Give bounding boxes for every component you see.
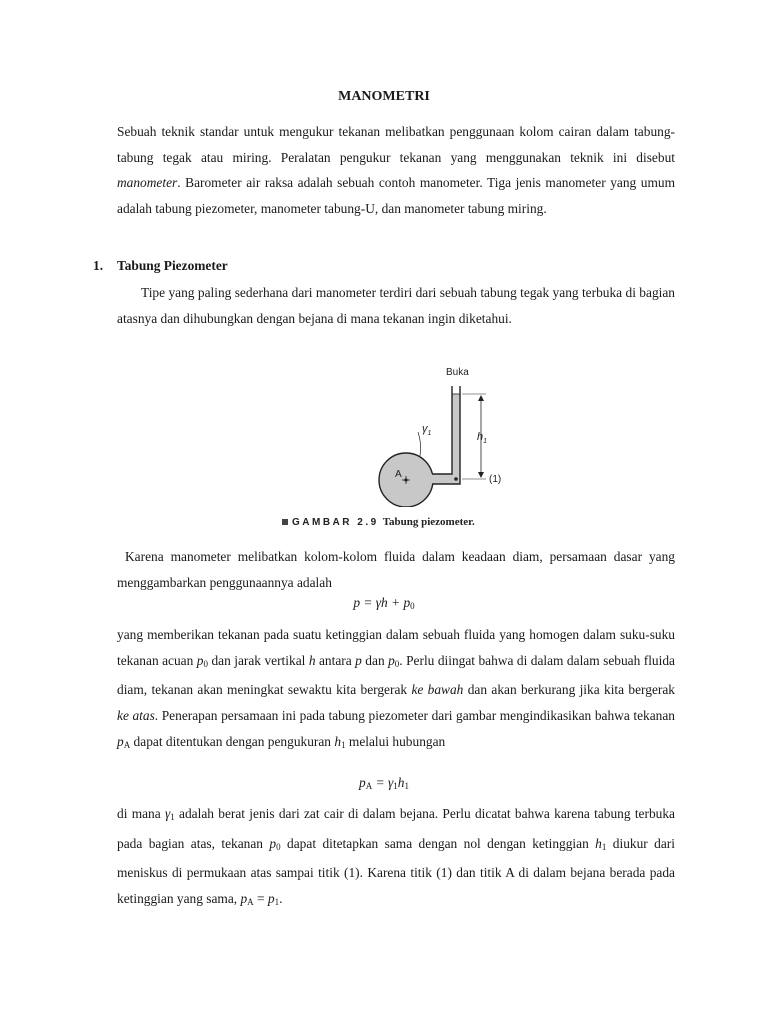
intro-paragraph xyxy=(117,119,675,222)
caption-prefix: GAMBAR 2.9 xyxy=(292,517,379,528)
section-paragraph xyxy=(117,280,675,331)
label-point-1: (1) xyxy=(489,474,502,485)
section-title: Tabung Piezometer xyxy=(117,258,228,273)
tube-inner-wall xyxy=(432,386,452,474)
point-1-dot xyxy=(454,477,458,481)
label-h1: $h_1$ xyxy=(477,431,488,445)
paragraph-4: yang memberikan tekanan pada suatu ketinggian dalam sebuah fluida yang homogen dalam suku-suku tekanan acuan $p_0$ dan jarak vertikal h antara p dan $p_0$. Perlu diingat bahwa di dalam dalam sebuah fluida diam, tekanan akan meningkat sewaktu kita bergerak ke bawah dan akan berkurang jika kita bergerak ke atas. Penerapan persamaan ini pada tabung piezometer dari gambar mengindikasikan bahwa tekanan $p_A$ dapat ditentukan dengan pengukuran $h_1$ melalui hubungan xyxy=(117,627,676,750)
label-a: A xyxy=(395,469,402,480)
h1-arrow-up xyxy=(478,395,484,401)
equation-2: $p_A = \gamma_1h_1$ xyxy=(359,775,409,791)
paragraph-3 xyxy=(117,544,675,595)
tube-liquid xyxy=(452,394,460,480)
section-text: Tipe yang paling sederhana dari manometer terdiri dari sebuah tabung tegak yang terbuka di bagian atasnya dan dihubungkan dengan bejana di mana tekanan ingin diketahui. xyxy=(117,285,675,326)
gamma-leader-line xyxy=(418,432,421,456)
section-number: 1. xyxy=(93,258,104,273)
piezometer-diagram xyxy=(370,362,530,507)
paragraph-5: di mana $\gamma_1$ adalah berat jenis dari zat cair di dalam bejana. Perlu dicatat bahwa karena tabung terbuka pada bagian atas, tekanan $p_0$ dapat ditetapkan sama dengan nol dengan ketinggian $h_1$ diukur dari meniskus di permukaan atas sampai titik (1). Karena titik (1) dan titik A di dalam bejana berada pada ketinggian yang sama, $p_A = p_1$. xyxy=(117,806,675,908)
caption-square-icon xyxy=(282,519,288,525)
figure-caption xyxy=(282,516,475,528)
intro-text-1: Sebuah teknik standar untuk mengukur tekanan melibatkan penggunaan kolom cairan dalam tabung-tabung tegak atau miring. Peralatan pengukur tekanan yang menggunakan teknik ini disebut xyxy=(117,124,675,165)
label-gamma: $\gamma_1$ xyxy=(422,423,432,437)
piezometer-figure xyxy=(370,362,530,507)
section-heading xyxy=(93,258,228,274)
caption-text: Tabung piezometer. xyxy=(382,516,475,528)
label-open: Buka xyxy=(446,367,469,378)
paragraph-3-text: Karena manometer melibatkan kolom-kolom fluida dalam keadaan diam, persamaan dasar yang menggambarkan penggunaannya adalah xyxy=(117,549,675,590)
intro-term-manometer: manometer xyxy=(117,175,178,191)
equation-1: $p = \gamma h + p_0$ xyxy=(353,595,415,611)
intro-text-2: . Barometer air raksa adalah sebuah contoh manometer. Tiga jenis manometer yang umum adalah tabung piezometer, manometer tabung-U, dan manometer tabung miring. xyxy=(117,175,675,217)
page-title: MANOMETRI xyxy=(338,89,430,104)
h1-arrow-down xyxy=(478,472,484,478)
